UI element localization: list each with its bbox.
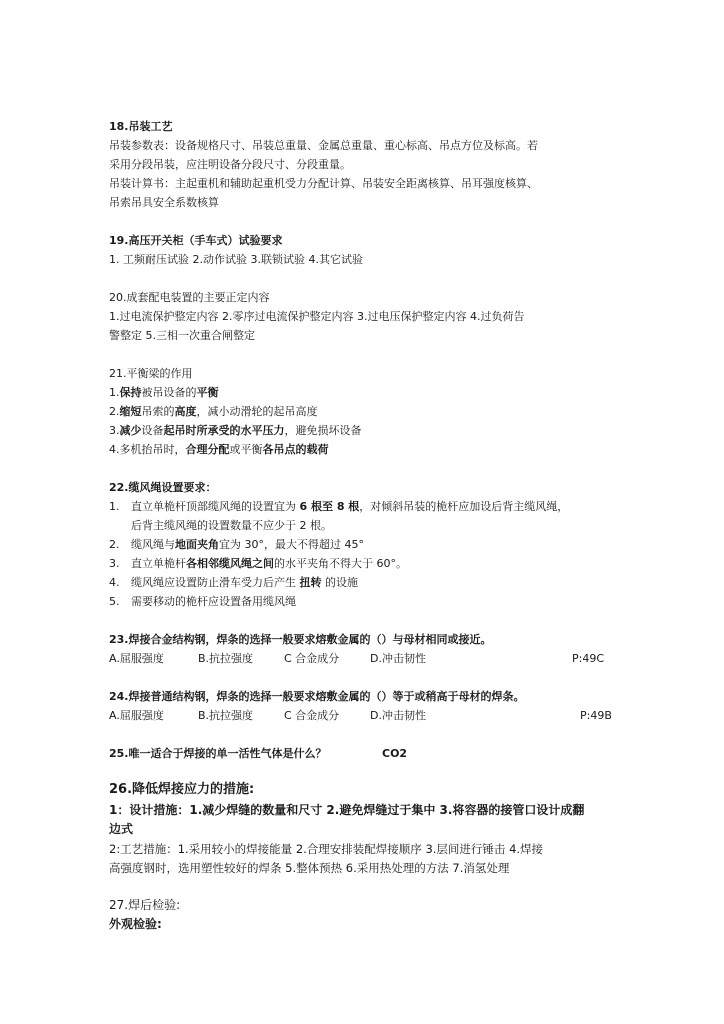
section-26-process-measures: 2:工艺措施：1.采用较小的焊接能量 2.合理安排装配焊接顺序 3.层间进行锤击 4.焊接 [109,842,544,856]
bold-text: 起吊时所承受的水平压力 [163,424,285,437]
section-22-item-3 [109,557,407,571]
section-25-question: 25.唯一适合于焊接的单一活性气体是什么？ [109,747,327,760]
section-27-title: 27.焊后检验: [109,898,181,912]
section-23-answer: P:49C [572,652,605,665]
text: 被吊设备的 [141,386,197,399]
section-26-design-measures: 1：设计措施：1.减少焊缝的数量和尺寸 2.避免焊缝过于集中 3.将容器的接管口设计成翻 [109,803,585,817]
section-19-title: 19.高压开关柜（手车式）试验要求 [109,234,283,247]
item-number: 3. [109,424,120,437]
text: 设备 [141,424,164,437]
text: ，减小动滑轮的起吊高度 [196,405,318,418]
item-number: 5. [109,595,120,608]
section-23-option-c: C 合金成分 [284,652,340,665]
text: 宜为 30°，最大不得超过 45° [219,538,364,551]
text: 的水平夹角不得大于 60°。 [274,557,407,570]
item-number: 2. [109,405,120,418]
item-number: 1. [109,500,120,513]
section-26-design-measures-cont: 边式 [109,822,134,836]
bold-text: 地面夹角 [175,538,219,551]
section-23-option-d: D.冲击韧性 [370,652,426,665]
section-23-question: 23.焊接合金结构钢，焊条的选择一般要求熔敷金属的（）与母材相同或接近。 [109,633,492,646]
text: ，对倾斜吊装的桅杆应加设后背主缆风绳， [359,500,569,513]
text: 或平衡 [229,443,263,456]
section-24-option-a: A.屈服强度 [109,709,164,722]
section-18-title: 18.吊装工艺 [109,120,173,133]
section-22-title: 22.缆风绳设置要求： [109,481,217,494]
item-number: 1. [109,386,120,399]
bold-text: 各相邻缆风绳之间 [186,557,274,570]
bold-text: 各吊点的载荷 [262,443,329,456]
item-number: 4. [109,576,120,589]
text: 直立单桅杆 [131,557,186,570]
text: 吊索的 [141,405,175,418]
section-21-item-3 [109,424,362,438]
bold-text: 6 根至 8 根 [299,500,360,513]
section-18-line-1: 吊装参数表：设备规格尺寸、吊装总重量、金属总重量、重心标高、吊点方位及标高。若 [109,139,538,152]
section-24-option-d: D.冲击韧性 [370,709,426,722]
bold-text: 合理分配 [185,443,230,456]
section-26-process-measures-cont: 高强度钢时，选用塑性较好的焊条 5.整体预热 6.采用热处理的方法 7.消氢处理 [109,861,510,875]
section-18-line-4: 吊索吊具安全系数核算 [109,196,219,209]
section-20-title: 20.成套配电装置的主要正定内容 [109,291,270,304]
section-21-title: 21.平衡梁的作用 [109,367,193,380]
section-19-line-1: 1. 工频耐压试验 2.动作试验 3.联锁试验 4.其它试验 [109,253,363,266]
section-22-item-1 [109,500,568,514]
section-18-line-2: 采用分段吊装，应注明设备分段尺寸、分段重量。 [109,158,351,171]
section-24-option-b: B.抗拉强度 [198,709,254,722]
section-20-line-1: 1.过电流保护整定内容 2.零序过电流保护整定内容 3.过电压保护整定内容 4.过负荷告 [109,310,525,323]
text: 的设施 [321,576,358,589]
section-20-line-2: 警整定 5.三相一次重合闸整定 [109,329,255,342]
section-24-answer: P:49B [580,709,612,722]
bold-text: 减少 [119,424,142,437]
section-18-line-3: 吊装计算书：主起重机和辅助起重机受力分配计算、吊装安全距离核算、吊耳强度核算、 [109,177,538,190]
section-24-option-c: C 合金成分 [284,709,340,722]
section-25-answer: CO2 [382,747,408,760]
section-27-line-1: 外观检验: [109,917,162,931]
section-22-item-1-cont: 后背主缆风绳的设置数量不应少于 2 根。 [131,519,332,532]
section-22-item-2 [109,538,364,552]
section-23-option-b: B.抗拉强度 [198,652,254,665]
section-26-title: 26.降低焊接应力的措施: [109,782,255,797]
section-22-item-4 [109,576,358,590]
bold-text: 保持 [119,386,142,399]
section-24-question: 24.焊接普通结构钢，焊条的选择一般要求熔敷金属的（）等于或稍高于母材的焊条。 [109,690,525,703]
section-23-option-a: A.屈服强度 [109,652,164,665]
bold-text: 扭转 [299,576,322,589]
bold-text: 平衡 [196,386,219,399]
text: ，避免损坏设备 [284,424,362,437]
section-21-item-1 [109,386,219,400]
text: 缆风绳与 [131,538,175,551]
section-21-item-2 [109,405,318,419]
section-22-item-5 [109,595,296,609]
text: 需要移动的桅杆应设置备用缆风绳 [131,595,296,608]
text: 缆风绳应设置防止滑车受力后产生 [131,576,300,589]
text: 4.多机抬吊时， [109,443,186,456]
text: 直立单桅杆顶部缆风绳的设置宜为 [131,500,300,513]
item-number: 2. [109,538,120,551]
bold-text: 高度 [174,405,197,418]
item-number: 3. [109,557,120,570]
section-21-item-4 [109,443,329,457]
bold-text: 缩短 [119,405,142,418]
